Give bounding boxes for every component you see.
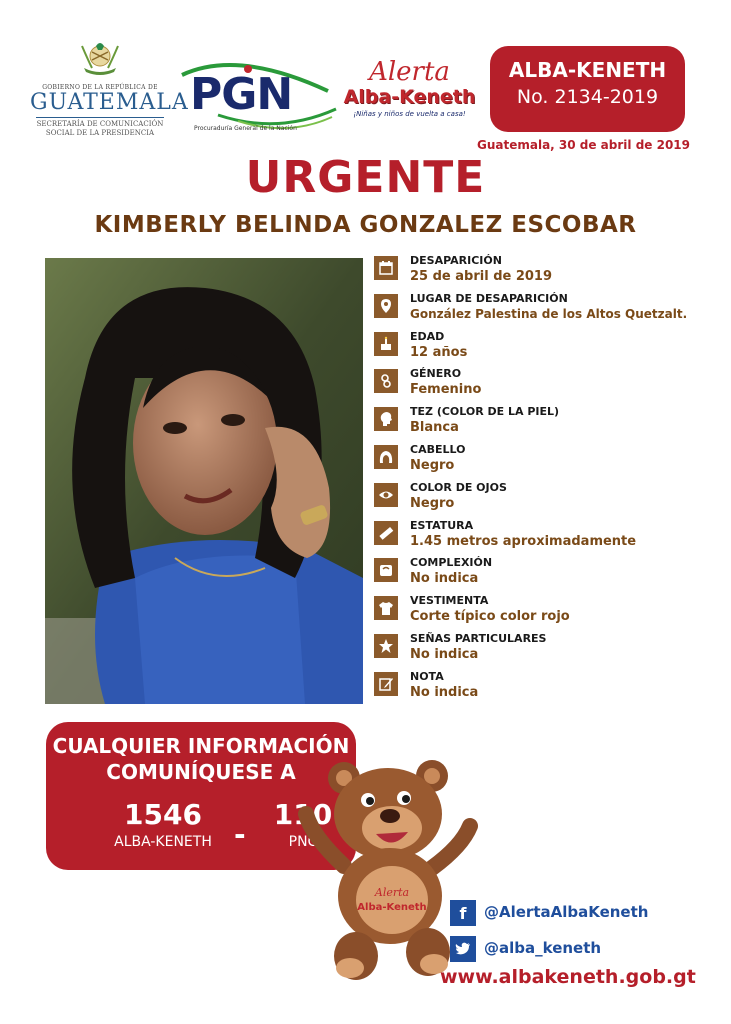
pgn-full-name: Procuraduría General de la Nación	[194, 125, 297, 132]
facebook-link[interactable]	[450, 898, 720, 934]
urgent-heading: URGENTE	[245, 152, 486, 203]
detail-row-marks	[374, 630, 714, 668]
contact-line2: COMUNÍQUESE A	[106, 760, 296, 784]
detail-label: TEZ (COLOR DE LA PIEL)	[410, 405, 560, 419]
twitter-handle: @alba_keneth	[484, 939, 602, 957]
case-number-box	[490, 46, 685, 132]
detail-label: VESTIMENTA	[410, 594, 489, 608]
calendar-icon	[374, 256, 398, 280]
detail-value: 25 de abril de 2019	[410, 269, 553, 284]
detail-row-build	[374, 554, 714, 592]
detail-value: González Palestina de los Altos Quetzalt.	[410, 306, 688, 321]
detail-value: No indica	[410, 646, 479, 662]
scale-icon	[374, 558, 398, 582]
ak-logo-tagline: ¡Niñas y niños de vuelta a casa!	[353, 110, 466, 118]
case-title: ALBA-KENETH	[508, 58, 667, 82]
detail-row-skin	[374, 403, 714, 441]
detail-value: 1.45 metros aproximadamente	[410, 533, 637, 549]
detail-label: CABELLO	[410, 442, 466, 456]
note-pencil-icon	[374, 672, 398, 696]
facebook-icon: f	[450, 900, 476, 926]
hotline-label: ALBA-KENETH	[114, 834, 212, 850]
gt-secretariat-line2: SOCIAL DE LA PRESIDENCIA	[45, 129, 155, 137]
details-list	[374, 252, 714, 706]
missing-person-photo	[45, 258, 363, 704]
detail-row-age	[374, 328, 714, 366]
detail-value: No indica	[410, 571, 479, 587]
ruler-icon	[374, 521, 398, 545]
detail-label: COLOR DE OJOS	[410, 480, 507, 494]
detail-row-clothing	[374, 592, 714, 630]
detail-label: EDAD	[410, 329, 445, 343]
detail-value: Negro	[410, 495, 455, 511]
detail-value: Negro	[410, 457, 455, 473]
twitter-link[interactable]	[450, 934, 720, 970]
birthday-cake-icon	[374, 332, 398, 356]
contact-line1: CUALQUIER INFORMACIÓN	[52, 734, 350, 758]
detail-value: 12 años	[410, 344, 468, 360]
facebook-handle: @AlertaAlbaKeneth	[484, 903, 649, 921]
shirt-icon	[374, 596, 398, 620]
photo-illustration	[45, 258, 363, 704]
detail-label: COMPLEXIÓN	[410, 556, 493, 570]
gender-icon	[374, 369, 398, 393]
location-pin-icon	[374, 294, 398, 318]
detail-label: GÉNERO	[410, 367, 462, 381]
detail-label: NOTA	[410, 669, 444, 683]
police-label: PNC	[288, 834, 318, 850]
guatemala-government-logo	[30, 38, 189, 158]
detail-label: ESTATURA	[410, 518, 474, 532]
alerta-alba-keneth-logo	[342, 58, 477, 138]
detail-row-eyes	[374, 479, 714, 517]
case-number: No. 2134-2019	[516, 86, 659, 108]
pgn-logo	[178, 55, 338, 145]
police-number: 110	[273, 798, 333, 831]
hotline-number: 1546	[124, 798, 202, 831]
gt-divider	[36, 117, 164, 118]
star-icon	[374, 634, 398, 658]
ak-logo-alerta: Alerta	[369, 57, 450, 87]
missing-person-name: KIMBERLY BELINDA GONZALEZ ESCOBAR	[94, 212, 637, 238]
detail-row-note	[374, 668, 714, 706]
social-links	[450, 898, 720, 970]
detail-row-hair	[374, 441, 714, 479]
eye-icon	[374, 483, 398, 507]
gt-country-name: GUATEMALA	[30, 90, 189, 115]
detail-label: DESAPARICIÓN	[410, 254, 502, 267]
issue-date: Guatemala, 30 de abril de 2019	[476, 138, 690, 152]
hair-icon	[374, 445, 398, 469]
ak-logo-name: Alba-Keneth	[343, 86, 476, 108]
head-profile-icon	[374, 407, 398, 431]
detail-value: Blanca	[410, 420, 459, 436]
numbers-separator: -	[234, 818, 246, 851]
detail-row-location	[374, 290, 714, 328]
detail-value: Corte típico color rojo	[410, 609, 570, 625]
detail-value: No indica	[410, 684, 479, 700]
detail-row-height	[374, 517, 714, 555]
detail-label: LUGAR DE DESAPARICIÓN	[410, 291, 568, 305]
bear-badge-name: Alba-Keneth	[357, 902, 427, 913]
detail-value: Femenino	[410, 382, 482, 398]
gt-small-text: GOBIERNO DE LA REPÚBLICA DE	[42, 84, 158, 91]
detail-row-disappearance	[374, 252, 714, 290]
detail-row-gender	[374, 365, 714, 403]
guatemala-coat-of-arms-icon	[78, 38, 122, 78]
website-link[interactable]: www.albakeneth.gob.gt	[440, 966, 696, 988]
twitter-icon	[450, 936, 476, 962]
detail-label: SEÑAS PARTICULARES	[410, 631, 547, 645]
gt-secretariat-line1: SECRETARÍA DE COMUNICACIÓN	[36, 120, 164, 128]
pgn-letters: PGN	[190, 69, 293, 120]
bear-badge-alerta: Alerta	[374, 886, 410, 899]
